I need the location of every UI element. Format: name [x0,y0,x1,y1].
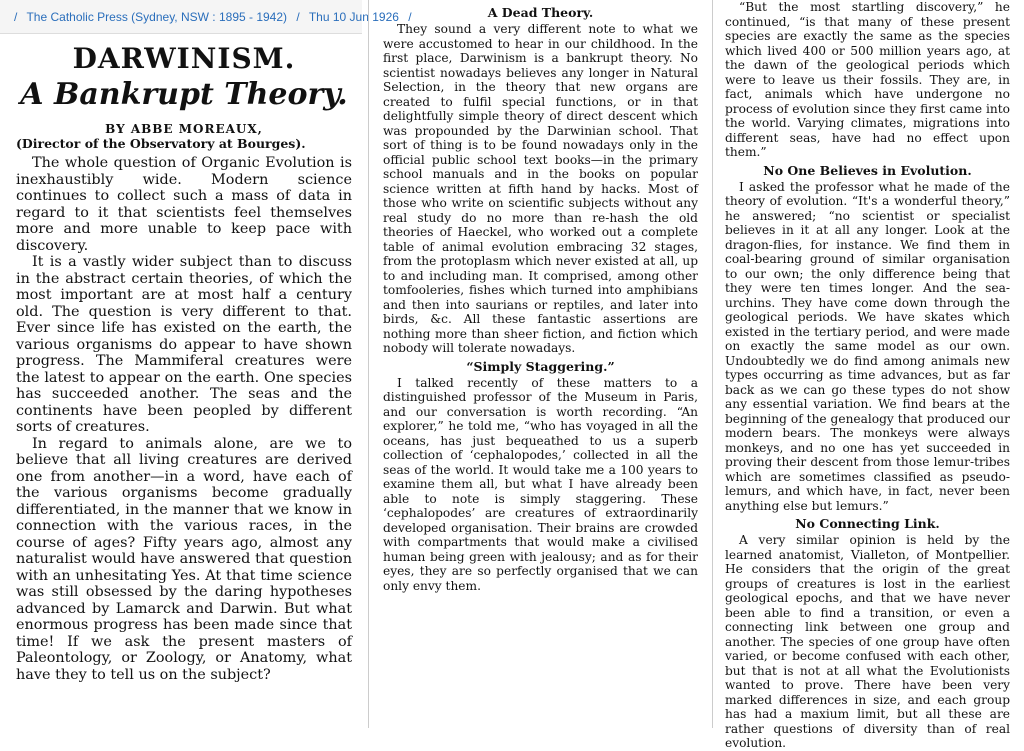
article-paragraph: The whole question of Organic Evolution is inexhaustibly wide. Modern science continues to collect such a mass of data in regard to it that scientists feel themselves more and more unable to keep pace with discovery. [16,155,352,254]
section-heading-dead-theory: A Dead Theory. [487,5,594,20]
breadcrumb-separator: / [14,10,18,24]
article-subtitle: A Bankrupt Theory. [20,77,348,112]
article-paragraph: In regard to animals alone, are we to believe that all living creatures are derived one from another—in a word, have each of the various organisms become gradually differentiated, in the manner that we know in connection with the various races, in the course of ages? Fifty years ago, almost any naturalist would have answered that question with an unhesitating Yes. At that time science was still obsessed by the daring hypotheses advanced by Lamarck and Darwin. But what enormous progress has been made since that time! If we ask the present masters of Paleontology, or Zoology, or Anatomy, what have they to tell us on the subject? [16,435,352,683]
article-byline: BY ABBE MOREAUX, [105,122,263,136]
section-heading-no-connecting-link: No Connecting Link. [795,516,940,531]
section-heading-no-one-believes: No One Believes in Evolution. [763,162,972,178]
breadcrumb-separator: / [296,10,300,24]
article-title: DARWINISM. [72,42,296,75]
breadcrumb-link-source[interactable]: The Catholic Press (Sydney, NSW : 1895 - 1942) [26,10,288,24]
article-column-3 [712,0,1024,750]
article-paragraph: It is a vastly wider subject than to discuss in the abstract certain theories, of which the most important are at most half a century old. The question is very different to that. Ever since life has existed on the earth, the various organisms do appear to have shown progress. The Mammiferal creatures were the latest to appear on the earth. One species has succeeded another. The seas and the continents have been peopled by different sorts of creatures. [16,254,352,435]
article-paragraph: I talked recently of these matters to a distinguished professor of the Museum in Paris, and our conversation is worth recording. “An explorer,” he told me, “who has voyaged in all the oceans, has just bequeathed to us a superb collection of ‘cephalopodes,’ collected in all the seas of the world. It would take me a 100 years to examine them all, but what I have already been able to note is simply staggering. These ‘cephalopodes’ are creatures of extraordinarily developed organisation. Their brains are crowded with compartments that would make a civilised human being green with jealousy; and as for their eyes, they are so perfectly organised that we can only envy them. [383,375,698,593]
article-paragraph: A very similar opinion is held by the learned anatomist, Vialleton, of Montpellier. He considers that the origin of the great groups of creatures is lost in the earliest geological epochs, and that we have never been able to find a transition, or even a connecting link between one group and another. The species of one group have often varied, or become confused with each other, but that is not at all what the Evolutionists wanted to prove. There have been very marked differences in size, and each group has had a maxium limit, but all these are rather questions of diversity than of real evolution. [725,533,1010,750]
article-column-1 [0,34,364,728]
article-paragraph: I asked the professor what he made of the theory of evolution. “It's a wonderful theory,” he answered; “no scientist or specialist believes in it at all any longer. Look at the dragon-flies, for instance. We find them in coal-bearing ground of similar organisation to our own; the only difference being that they were ten times longer. And the sea-urchins. They have come down through the geological periods. We have skates which existed in the tertiary period, and were made on exactly the same model as our own. Undoubtedly we do find among animals new types occurring as time advances, but as far back as we can go these types do not show any essential variation. We find bears at the beginning of the genealogy that produced our modern bears. The monkeys were always monkeys, and no one has yet succeeded in proving their descent from those lemur-tribes which are sometimes classified as pseudo-lemurs, and which have, in fact, never been anything else but lemurs.” [725,179,1010,513]
article-affiliation: (Director of the Observatory at Bourges). [16,136,306,151]
breadcrumb-link-date[interactable]: Thu 10 Jun 1926 [308,10,399,24]
article-column-2 [368,0,710,728]
section-heading-simply-staggering: “Simply Staggering.” [466,358,615,374]
article-paragraph: They sound a very different note to what we were accustomed to hear in our childhood. In the first place, Darwinism is a bankrupt theory. No scientist nowadays believes any longer in Natural Selection, in the theory that new organs are created to fulfil special functions, or in that delightfully simple theory of direct descent which was propounded by the Darwinian school. That sort of thing is to be found nowadays only in the official public school text books—in the primary school manuals and in the books on popular science written at fifth hand by hacks. Most of those who write on scientific subjects without any real study do no more than re-hash the old theories of Haeckel, who worked out a complete table of animal evolution embracing 32 stages, from the protoplasm which never existed at all, up to and including man. It comprised, among other tomfooleries, fishes which turned into amphibians and then into saurians or reptiles, and later into birds, &c. All these fantastic assertions are nothing more than sheer fiction, and fiction which nobody will tolerate nowadays. [383,22,698,355]
article-paragraph: “But the most startling discovery,” he continued, “is that many of these present species are exactly the same as the species which lived 400 or 500 million years ago, at the dawn of the geological periods which were to leave us their fossils. They are, in fact, animals which have undergone no process of evolution since they first came into the world. Varying climates, migrations into different seas, have had no effect upon them.” [725,0,1010,159]
breadcrumb-separator: / [408,10,412,24]
breadcrumb [0,0,412,34]
